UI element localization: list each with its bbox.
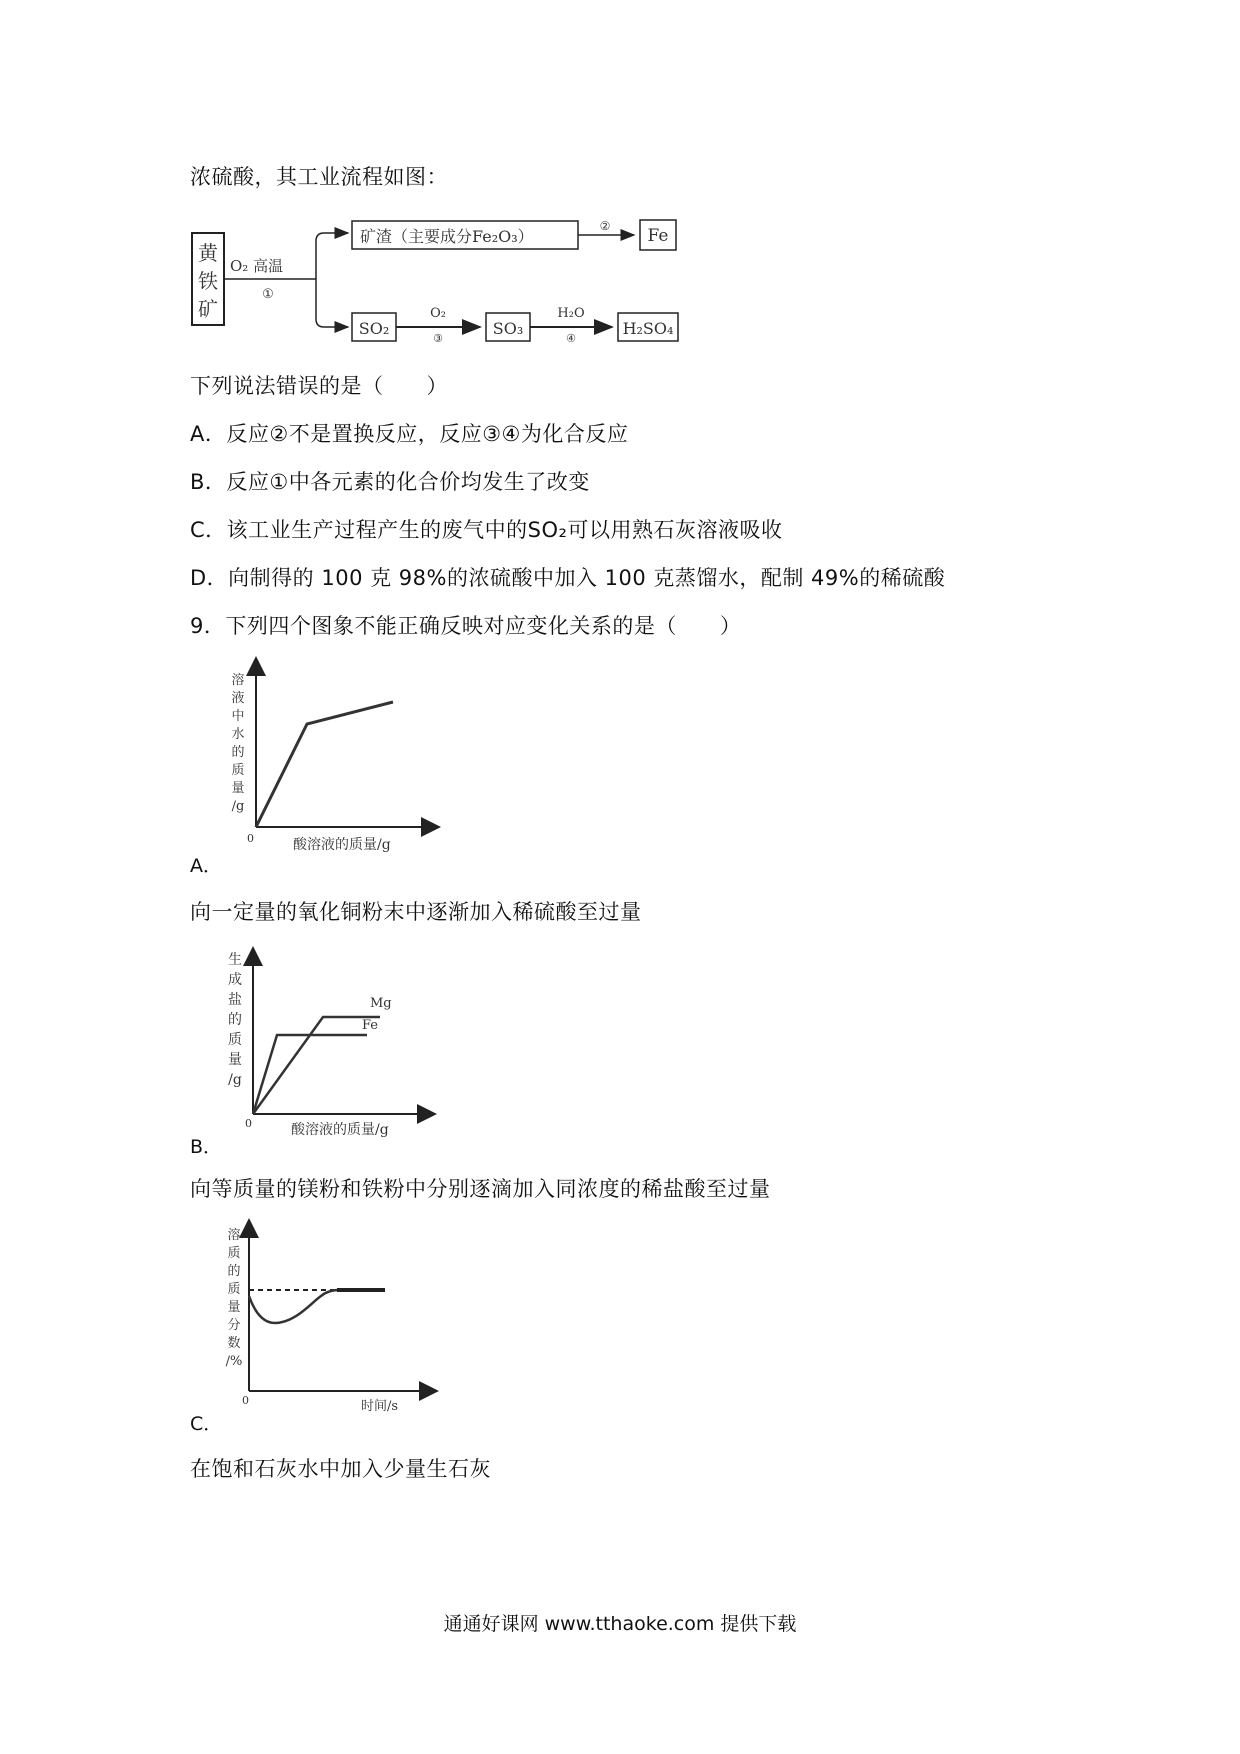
graph-c-xlabel: 时间/s	[361, 1399, 399, 1414]
step1-number: ①	[262, 287, 274, 302]
graph-a-letter: A．	[190, 855, 222, 877]
graph-b-ylabel-1: 生	[228, 952, 242, 968]
graph-b-xlabel: 酸溶液的质量/g	[291, 1122, 389, 1138]
step4-number: ④	[566, 332, 576, 345]
h2so4-label: H₂SO₄	[622, 319, 674, 338]
graph-c-ylabel-4: 质	[227, 1282, 241, 1297]
graph-a-ylabel-7: 量	[231, 781, 245, 796]
graph-a-ylabel-2: 液	[231, 691, 245, 706]
graph-c-ylabel-7: 数	[227, 1336, 241, 1351]
so2-label: SO₂	[358, 319, 390, 338]
graph-c-ylabel-8: /%	[225, 1354, 243, 1369]
graph-b-ylabel-3: 盐	[228, 992, 242, 1008]
process-flow-diagram	[190, 205, 750, 345]
graph-a-ylabel-6: 质	[231, 763, 245, 778]
graph-b-ylabel-2: 成	[228, 972, 242, 988]
graph-c-ylabel-5: 量	[227, 1300, 241, 1315]
graph-a-ylabel-8: /g	[231, 799, 245, 814]
graph-c-ylabel-2: 质	[227, 1246, 241, 1261]
q8-option-d: D．向制得的 100 克 98%的浓硫酸中加入 100 克蒸馏水，配制 49%的稀硫酸	[190, 566, 946, 590]
graph-b-ylabel-7: /g	[228, 1072, 242, 1088]
graph-c-letter: C．	[190, 1413, 223, 1435]
step4-reagent: H₂O	[557, 306, 585, 321]
graph-c	[225, 1223, 445, 1423]
graph-c-caption: 在饱和石灰水中加入少量生石灰	[190, 1457, 491, 1481]
graph-a-caption: 向一定量的氧化铜粉末中逐渐加入稀硫酸至过量	[190, 900, 642, 924]
fe-label: Fe	[647, 226, 669, 246]
graph-c-origin: 0	[242, 1394, 249, 1407]
q8-stem: 下列说法错误的是（ ）	[190, 374, 448, 398]
graph-a-xlabel: 酸溶液的质量/g	[293, 837, 391, 853]
graph-a-curve	[256, 702, 393, 827]
graph-b-ylabel-5: 质	[228, 1032, 242, 1048]
graph-b-ylabel-6: 量	[228, 1052, 242, 1068]
graph-b-ylabel-4: 的	[228, 1012, 242, 1028]
graph-a-ylabel-3: 中	[231, 709, 245, 724]
graph-b-letter: B．	[190, 1136, 223, 1158]
graph-c-ylabel-3: 的	[227, 1264, 241, 1279]
slag-label: 矿渣（主要成分Fe₂O₃）	[360, 227, 534, 246]
graph-c-curve	[249, 1290, 385, 1323]
step2-number: ②	[599, 219, 611, 233]
intro-text: 浓硫酸，其工业流程如图：	[190, 165, 448, 189]
q8-option-c: C．该工业生产过程产生的废气中的SO₂可以用熟石灰溶液吸收	[190, 518, 783, 542]
graph-b-mg-curve	[253, 1017, 380, 1114]
step3-number: ③	[433, 332, 443, 345]
pyrite-char-3: 矿	[198, 297, 218, 321]
graph-a-origin: 0	[247, 832, 254, 845]
graph-b-caption: 向等质量的镁粉和铁粉中分别逐滴加入同浓度的稀盐酸至过量	[190, 1177, 771, 1201]
graph-b-label-mg: Mg	[370, 996, 392, 1011]
graph-c-ylabel-1: 溶	[227, 1228, 241, 1243]
step1-conditions: O₂ 高温	[230, 257, 284, 275]
graph-b	[225, 946, 445, 1146]
graph-a-ylabel-1: 溶	[231, 673, 245, 688]
so3-label: SO₃	[492, 319, 524, 338]
page-footer: 通通好课网 www.tthaoke.com 提供下载	[443, 1613, 797, 1635]
graph-a-ylabel-4: 水	[231, 727, 245, 742]
graph-c-ylabel-6: 分	[227, 1318, 241, 1333]
q8-option-a: A．反应②不是置换反应，反应③④为化合反应	[190, 422, 629, 446]
pyrite-char-1: 黄	[198, 241, 218, 265]
step3-reagent: O₂	[430, 306, 446, 321]
graph-a	[225, 662, 445, 862]
pyrite-char-2: 铁	[198, 269, 218, 293]
graph-a-ylabel-5: 的	[231, 745, 245, 760]
graph-b-fe-curve	[253, 1035, 367, 1114]
graph-b-origin: 0	[245, 1117, 252, 1130]
graph-b-label-fe: Fe	[362, 1018, 379, 1033]
q8-option-b: B．反应①中各元素的化合价均发生了改变	[190, 470, 590, 494]
q9-stem: 9．下列四个图象不能正确反映对应变化关系的是（ ）	[190, 614, 742, 638]
